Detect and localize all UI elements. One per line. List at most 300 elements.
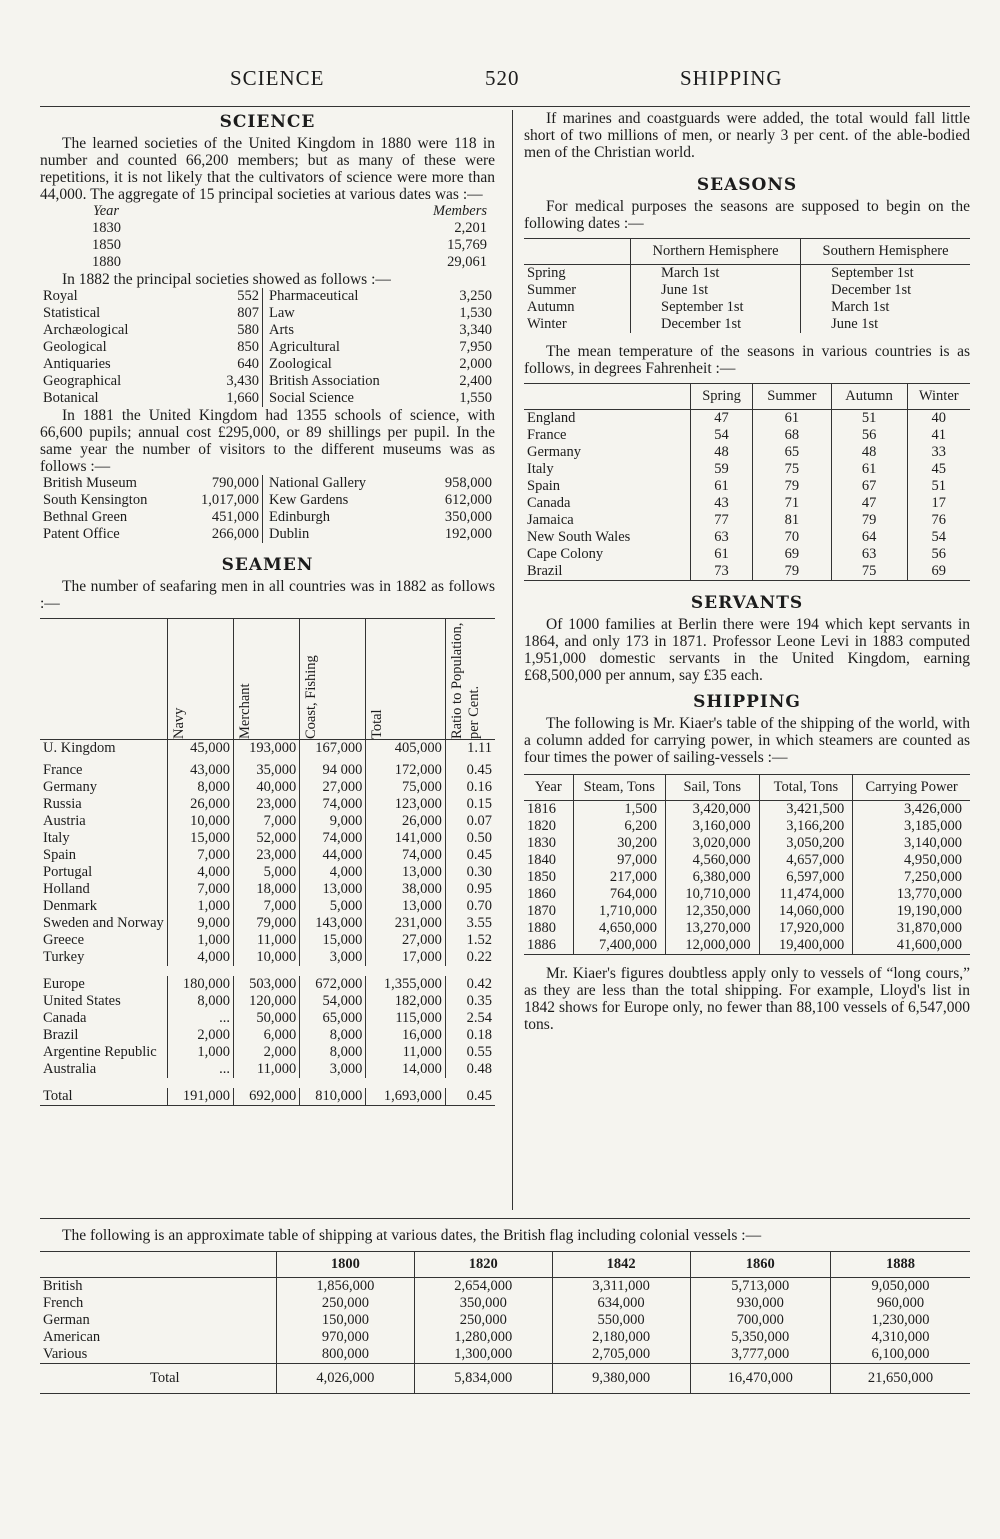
ship-value: 11,474,000: [759, 886, 853, 903]
museum-visitors: 192,000: [444, 526, 492, 542]
bottom-corner: [40, 1252, 277, 1278]
ship-value: 12,000,000: [665, 937, 759, 955]
seamen-value: 45,000: [167, 740, 233, 762]
temp-column-head: Summer: [753, 384, 831, 410]
aggregate-row: [90, 237, 490, 254]
intro-para: If marines and coastguards were added, the total would fall little short of two millions of men, or nearly 3 per cent. of the able-bodied men of the Christian world.: [524, 110, 970, 161]
seamen-value: 54,000: [300, 993, 366, 1010]
seamen-value: 27,000: [300, 779, 366, 796]
bottom-value: 5,350,000: [690, 1329, 831, 1346]
seamen-column-label: Navy: [170, 707, 187, 739]
society-members: 2,000: [459, 356, 492, 372]
temp-value: 76: [907, 512, 970, 529]
seamen-spacer-cell: [40, 1078, 167, 1088]
seamen-value: 172,000: [366, 762, 446, 779]
museum-visitors: 451,000: [211, 509, 259, 525]
ship-row: [524, 818, 970, 835]
seamen-value: 15,000: [167, 830, 233, 847]
bottom-year-head: 1860: [690, 1252, 831, 1278]
season-south: March 1st: [801, 299, 970, 316]
society-name: Antiquaries: [43, 356, 111, 372]
seamen-value: 0.18: [445, 1027, 495, 1044]
temp-row: [524, 563, 970, 581]
seamen-value: 3,000: [300, 1061, 366, 1078]
ship-row: [524, 801, 970, 819]
temp-value: 61: [753, 410, 831, 428]
seamen-value: 167,000: [300, 740, 366, 762]
temp-value: 54: [907, 529, 970, 546]
temp-value: 56: [831, 427, 907, 444]
seamen-value: 7,000: [167, 881, 233, 898]
temp-value: 77: [691, 512, 753, 529]
ship-year: 1816: [527, 801, 556, 817]
museum-visitors: 612,000: [444, 492, 492, 508]
seamen-country: Argentine Republic: [43, 1043, 157, 1060]
aggregate-members: 29,061: [447, 254, 487, 270]
seamen-value: 0.70: [445, 898, 495, 915]
ship-value: 3,160,000: [665, 818, 759, 835]
temp-value: 71: [753, 495, 831, 512]
society-members: 1,530: [459, 305, 492, 321]
seamen-value: 27,000: [366, 932, 446, 949]
seamen-country: Spain: [43, 846, 77, 863]
seamen-value: 10,000: [234, 949, 300, 966]
temp-value: 75: [831, 563, 907, 581]
temp-value: 51: [907, 478, 970, 495]
shipping-title: SHIPPING: [693, 692, 801, 712]
society-members: 3,430: [226, 373, 259, 389]
bottom-row: [40, 1295, 970, 1312]
seamen-value: 11,000: [234, 1061, 300, 1078]
seamen-value: 74,000: [366, 847, 446, 864]
seasons-para: For medical purposes the seasons are supposed to begin on the following dates :—: [524, 198, 970, 232]
society-row: [40, 373, 495, 390]
seamen-country: Holland: [43, 880, 90, 897]
bottom-value: 800,000: [277, 1346, 415, 1364]
bottom-value: 634,000: [552, 1295, 690, 1312]
season-name: Spring: [527, 265, 566, 281]
temp-value: 67: [831, 478, 907, 495]
ship-value: 6,597,000: [759, 869, 853, 886]
ship-value: 7,400,000: [573, 937, 665, 955]
society-name: Zoological: [263, 356, 439, 373]
seamen-value: 18,000: [234, 881, 300, 898]
temp-column-head: Autumn: [831, 384, 907, 410]
seamen-value: 0.48: [445, 1061, 495, 1078]
bottom-row: [40, 1278, 970, 1296]
seamen-value: 0.95: [445, 881, 495, 898]
seamen-value: 15,000: [300, 932, 366, 949]
seamen-value: 65,000: [300, 1010, 366, 1027]
museum-name: Patent Office: [43, 526, 120, 542]
seamen-value: 0.07: [445, 813, 495, 830]
seamen-row: [40, 864, 495, 881]
seamen-value: 14,000: [366, 1061, 446, 1078]
ship-value: 3,050,200: [759, 835, 853, 852]
bottom-year-head: 1842: [552, 1252, 690, 1278]
society-members: 807: [237, 305, 259, 321]
ship-value: 3,421,500: [759, 801, 853, 819]
seamen-region-row: [40, 1010, 495, 1027]
seamen-value: 79,000: [234, 915, 300, 932]
ship-value: 13,270,000: [665, 920, 759, 937]
seamen-value: 43,000: [167, 762, 233, 779]
aggregate-members: 2,201: [454, 220, 487, 236]
seamen-value: 38,000: [366, 881, 446, 898]
shipping-para: The following is Mr. Kiaer's table of the shipping of the world, with a column added for carrying power, in which steamers are counted as four times the power of sailing-vessels :—: [524, 715, 970, 766]
seamen-value: 13,000: [300, 881, 366, 898]
museum-row: [40, 509, 495, 526]
seamen-value: 0.45: [445, 1088, 495, 1106]
bottom-year-head: 1800: [277, 1252, 415, 1278]
kiaer-table: [524, 774, 970, 955]
seamen-country: Turkey: [43, 948, 85, 965]
seamen-value: 74,000: [300, 830, 366, 847]
servants-title: SERVANTS: [690, 593, 804, 613]
approx-shipping-table: [40, 1251, 970, 1394]
running-header: [40, 66, 970, 100]
seamen-country: U. Kingdom: [43, 740, 116, 756]
temperature-table: [524, 383, 970, 581]
season-name: Winter: [527, 316, 567, 332]
season-head-south: Southern Hemisphere: [801, 239, 970, 265]
ship-value: 3,426,000: [853, 801, 970, 819]
seamen-value: 94 000: [300, 762, 366, 779]
ship-value: 19,190,000: [853, 903, 970, 920]
museums-table: [40, 475, 495, 543]
society-members: 850: [237, 339, 259, 355]
bottom-total-value: 5,834,000: [414, 1364, 552, 1394]
temp-value: 68: [753, 427, 831, 444]
seamen-value: 11,000: [234, 932, 300, 949]
ship-value: 13,770,000: [853, 886, 970, 903]
temp-value: 59: [691, 461, 753, 478]
seamen-value: 40,000: [234, 779, 300, 796]
aggregate-row: [90, 254, 490, 271]
seamen-value: 3,000: [300, 949, 366, 966]
temp-row: [524, 461, 970, 478]
seamen-value: 182,000: [366, 993, 446, 1010]
header-rule: [40, 106, 970, 107]
seamen-row: [40, 932, 495, 949]
aggregate-year: 1850: [92, 237, 121, 253]
museum-name: British Museum: [43, 475, 137, 491]
society-name: Geographical: [43, 373, 122, 389]
museum-visitors: 266,000: [211, 526, 259, 542]
ship-value: 764,000: [573, 886, 665, 903]
bottom-rule: [40, 1218, 970, 1219]
seamen-value: 692,000: [234, 1088, 300, 1106]
seamen-value: 23,000: [234, 796, 300, 813]
temp-value: 63: [691, 529, 753, 546]
science-title: SCIENCE: [219, 112, 316, 132]
museum-row: [40, 492, 495, 509]
museum-name: South Kensington: [43, 492, 148, 508]
society-row: [40, 339, 495, 356]
museum-name: Dublin: [263, 526, 418, 543]
seamen-value: 0.45: [445, 762, 495, 779]
science-para1: The learned societies of the United Kingdom in 1880 were 118 in number and counted 66,200 members; but as many of these were repetitions, it is not likely that the cultivators of science were more than 44,000. The aggregate of 15 principal societies at various dates was :—: [40, 135, 495, 203]
temp-column-head: Spring: [691, 384, 753, 410]
seamen-row: [40, 847, 495, 864]
society-name: Pharmaceutical: [263, 288, 439, 305]
seamen-country: Canada: [43, 1009, 87, 1026]
ship-row: [524, 869, 970, 886]
society-row: [40, 288, 495, 305]
ship-value: 3,166,200: [759, 818, 853, 835]
bottom-total-value: 4,026,000: [277, 1364, 415, 1394]
seamen-value: 13,000: [366, 898, 446, 915]
kiaer-para: Mr. Kiaer's figures doubtless apply only to vessels of “long cours,” as they are less than the total shipping. For example, Lloyd's list in 1842 shows for Europe only, no fewer than 88,100 vessels of 6,547,000 tons.: [524, 965, 970, 1033]
seamen-column-label: Merchant: [237, 683, 254, 739]
seamen-country: Italy: [43, 829, 70, 846]
ship-value: 3,185,000: [853, 818, 970, 835]
temp-country: France: [527, 427, 567, 443]
ship-value: 1,500: [573, 801, 665, 819]
temp-row: [524, 495, 970, 512]
ship-column-head: Steam, Tons: [573, 775, 665, 801]
seamen-title: SEAMEN: [221, 555, 314, 575]
seamen-value: 5,000: [234, 864, 300, 881]
season-head-north: Northern Hemisphere: [631, 239, 801, 265]
temp-value: 81: [753, 512, 831, 529]
temp-row: [524, 512, 970, 529]
society-name: Royal: [43, 288, 78, 304]
temp-para: The mean temperature of the seasons in various countries is as follows, in degrees Fahrenheit :—: [524, 343, 970, 377]
ship-value: 7,250,000: [853, 869, 970, 886]
seamen-value: 11,000: [366, 1044, 446, 1061]
bottom-total-label: Total: [150, 1370, 180, 1386]
page-number: 520: [485, 66, 520, 90]
seamen-column-label: Ratio to Population, per Cent.: [448, 622, 482, 739]
seamen-value: 0.16: [445, 779, 495, 796]
seamen-value: 123,000: [366, 796, 446, 813]
society-name: Geological: [43, 339, 107, 355]
science-para3: In 1881 the United Kingdom had 1355 schools of science, with 66,600 pupils; annual cost £295,000, or 89 shillings per pupil. In the same year the number of visitors to the different museums was as follows :—: [40, 407, 495, 475]
bottom-total-value: 21,650,000: [831, 1364, 970, 1394]
seamen-region-row: [40, 976, 495, 993]
seamen-value: 50,000: [234, 1010, 300, 1027]
seamen-value: 672,000: [300, 976, 366, 993]
ship-value: 217,000: [573, 869, 665, 886]
temp-value: 43: [691, 495, 753, 512]
right-column: [524, 110, 970, 1033]
seamen-value: 8,000: [167, 993, 233, 1010]
seamen-region-row: [40, 993, 495, 1010]
bottom-para: The following is an approximate table of shipping at various dates, the British flag including colonial vessels :—: [62, 1227, 762, 1244]
seamen-value: 7,000: [234, 813, 300, 830]
bottom-value: 1,856,000: [277, 1278, 415, 1296]
aggregate-year: 1880: [92, 254, 121, 270]
season-south: June 1st: [801, 316, 970, 333]
season-row: [524, 265, 970, 283]
seamen-value: 52,000: [234, 830, 300, 847]
seamen-value: 231,000: [366, 915, 446, 932]
bottom-value: 2,705,000: [552, 1346, 690, 1364]
seamen-value: 405,000: [366, 740, 446, 762]
seamen-value: 0.50: [445, 830, 495, 847]
season-row: [524, 282, 970, 299]
society-members: 1,550: [459, 390, 492, 406]
temp-value: 70: [753, 529, 831, 546]
seamen-country: Greece: [43, 931, 85, 948]
ship-row: [524, 920, 970, 937]
temp-value: 40: [907, 410, 970, 428]
seamen-row: [40, 881, 495, 898]
seamen-country: Total: [43, 1087, 73, 1104]
temp-value: 69: [753, 546, 831, 563]
season-south: September 1st: [801, 265, 970, 283]
seamen-country: Austria: [43, 812, 86, 829]
seamen-row: [40, 779, 495, 796]
members-head: Members: [433, 203, 487, 219]
seamen-value: 3.55: [445, 915, 495, 932]
seamen-column-head: [366, 619, 446, 740]
society-members: 7,950: [459, 339, 492, 355]
seamen-column-head: [300, 619, 366, 740]
seamen-value: 503,000: [234, 976, 300, 993]
ship-value: 97,000: [573, 852, 665, 869]
ship-year: 1830: [527, 835, 556, 851]
ship-year: 1820: [527, 818, 556, 834]
temp-value: 33: [907, 444, 970, 461]
seamen-para: The number of seafaring men in all countries was in 1882 as follows :—: [40, 578, 495, 612]
seamen-total-row: [40, 1088, 495, 1106]
seamen-value: 141,000: [366, 830, 446, 847]
seamen-value: 74,000: [300, 796, 366, 813]
bottom-country: French: [43, 1295, 84, 1311]
society-members: 640: [237, 356, 259, 372]
seamen-country: Portugal: [43, 863, 93, 880]
ship-value: 3,420,000: [665, 801, 759, 819]
museum-name: Kew Gardens: [263, 492, 418, 509]
season-corner: [524, 239, 631, 265]
bottom-country: American: [43, 1329, 101, 1345]
ship-value: 4,950,000: [853, 852, 970, 869]
ship-column-head: Year: [534, 779, 562, 795]
temp-value: 17: [907, 495, 970, 512]
seamen-value: 1.52: [445, 932, 495, 949]
seamen-spacer: [40, 1078, 495, 1088]
seamen-value: 120,000: [234, 993, 300, 1010]
seamen-value: 2.54: [445, 1010, 495, 1027]
ship-year: 1886: [527, 937, 556, 953]
seamen-spacer: [40, 966, 495, 976]
seasons-table: [524, 238, 970, 333]
museum-visitors: 350,000: [444, 509, 492, 525]
bottom-value: 930,000: [690, 1295, 831, 1312]
seamen-value: 810,000: [300, 1088, 366, 1106]
bottom-value: 550,000: [552, 1312, 690, 1329]
ship-value: 4,650,000: [573, 920, 665, 937]
ship-year: 1850: [527, 869, 556, 885]
seamen-value: 26,000: [366, 813, 446, 830]
museum-row: [40, 526, 495, 543]
seamen-value: 0.15: [445, 796, 495, 813]
season-row: [524, 299, 970, 316]
seamen-column-head: [167, 619, 233, 740]
temp-row: [524, 478, 970, 495]
season-row: [524, 316, 970, 333]
seamen-value: 35,000: [234, 762, 300, 779]
seamen-value: 7,000: [167, 847, 233, 864]
bottom-value: 3,311,000: [552, 1278, 690, 1296]
seamen-value: ...: [167, 1061, 233, 1078]
seamen-value: 16,000: [366, 1027, 446, 1044]
ship-value: 14,060,000: [759, 903, 853, 920]
society-members: 1,660: [226, 390, 259, 406]
bottom-value: 970,000: [277, 1329, 415, 1346]
ship-value: 31,870,000: [853, 920, 970, 937]
seamen-value: 6,000: [234, 1027, 300, 1044]
ship-year: 1870: [527, 903, 556, 919]
seasons-title: SEASONS: [696, 175, 798, 195]
seamen-value: 2,000: [234, 1044, 300, 1061]
seamen-value: 1,000: [167, 898, 233, 915]
seamen-country: United States: [43, 992, 121, 1009]
season-name: Summer: [527, 282, 577, 298]
society-name: Archæological: [43, 322, 129, 338]
temp-value: 61: [691, 478, 753, 495]
ship-value: 6,200: [573, 818, 665, 835]
ship-value: 4,560,000: [665, 852, 759, 869]
seamen-value: ...: [167, 1010, 233, 1027]
ship-row: [524, 903, 970, 920]
ship-row: [524, 886, 970, 903]
bottom-value: 1,280,000: [414, 1329, 552, 1346]
museum-name: National Gallery: [263, 475, 418, 492]
bottom-value: 6,100,000: [831, 1346, 970, 1364]
ship-year: 1860: [527, 886, 556, 902]
seamen-value: 13,000: [366, 864, 446, 881]
seamen-value: 5,000: [300, 898, 366, 915]
seamen-value: 8,000: [300, 1027, 366, 1044]
ship-year: 1880: [527, 920, 556, 936]
aggregate-year: 1830: [92, 220, 121, 236]
bottom-year-head: 1888: [831, 1252, 970, 1278]
temp-value: 79: [753, 563, 831, 581]
temp-value: 75: [753, 461, 831, 478]
seamen-country: Europe: [43, 975, 85, 992]
temp-value: 47: [691, 410, 753, 428]
seamen-column-head: [445, 619, 495, 740]
museum-visitors: 1,017,000: [201, 492, 259, 508]
bottom-value: 700,000: [690, 1312, 831, 1329]
bottom-year-head: 1820: [414, 1252, 552, 1278]
seamen-table: [40, 618, 495, 1106]
bottom-total-value: 16,470,000: [690, 1364, 831, 1394]
seamen-value: 1,000: [167, 932, 233, 949]
temp-value: 51: [831, 410, 907, 428]
bottom-row: [40, 1312, 970, 1329]
season-north: December 1st: [631, 316, 801, 333]
museum-name: Bethnal Green: [43, 509, 128, 525]
temp-country: Jamaica: [527, 512, 574, 528]
temp-row: [524, 546, 970, 563]
servants-para: Of 1000 families at Berlin there were 194 which kept servants in 1864, and only 173 in 1871. Professor Leone Levi in 1883 computed 1,951,000 domestic servants in the United Kingdom, earning £68,500,000 per annum, say £35 each.: [524, 616, 970, 684]
temp-value: 41: [907, 427, 970, 444]
society-members: 552: [237, 288, 259, 304]
society-row: [40, 305, 495, 322]
seamen-value: 26,000: [167, 796, 233, 813]
bottom-country: British: [43, 1278, 83, 1294]
temp-value: 64: [831, 529, 907, 546]
society-name: Law: [263, 305, 439, 322]
seamen-value: 1,355,000: [366, 976, 446, 993]
bottom-row: [40, 1346, 970, 1364]
society-name: British Association: [263, 373, 439, 390]
ship-column-head: Sail, Tons: [665, 775, 759, 801]
